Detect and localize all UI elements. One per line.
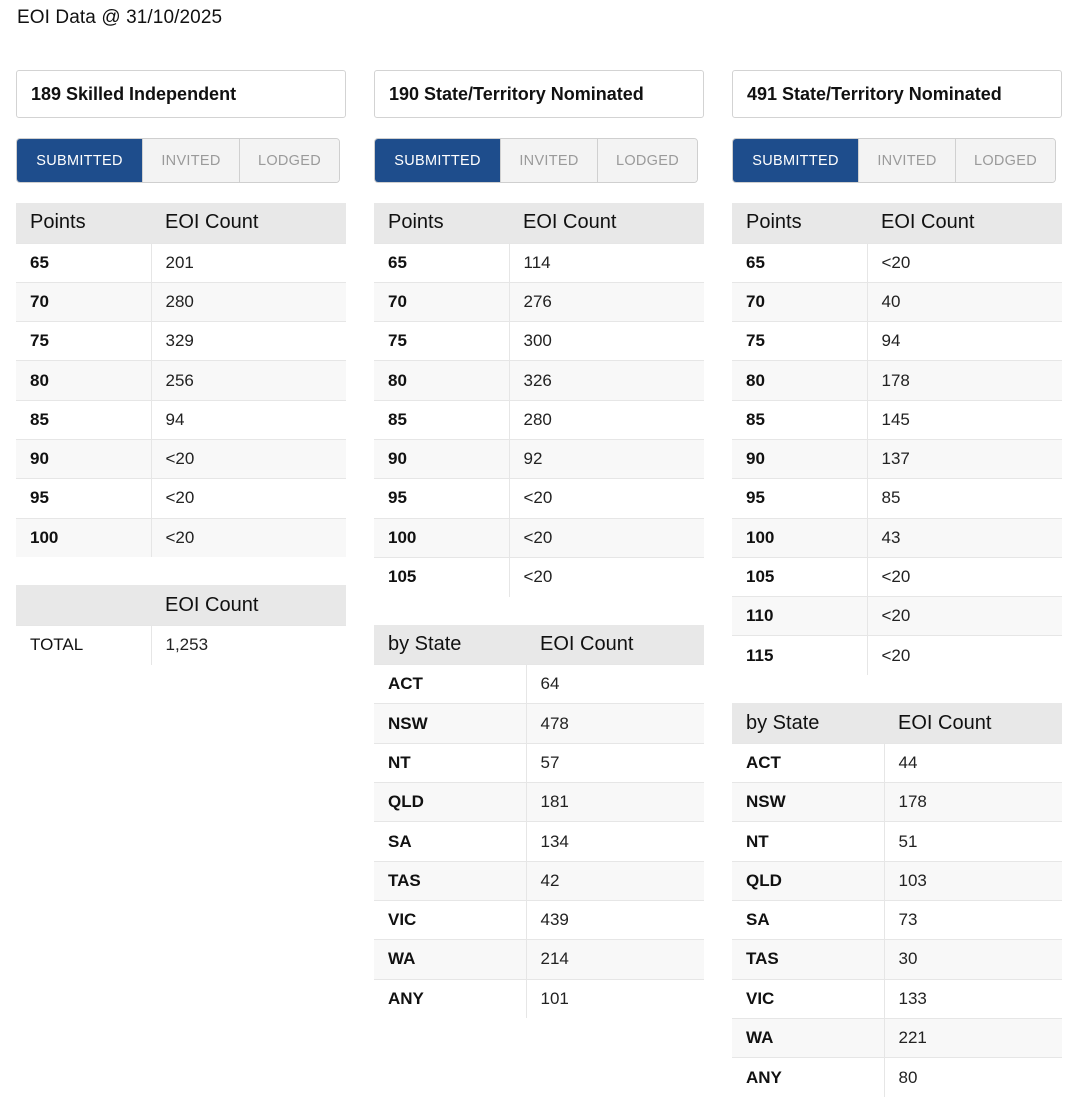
table-row [374, 282, 704, 321]
table-row [374, 900, 704, 939]
points-cell: 70 [374, 282, 509, 321]
count-cell: 178 [867, 361, 1062, 400]
table-row [374, 439, 704, 478]
table-row [374, 940, 704, 979]
count-cell: 44 [884, 743, 1062, 782]
count-cell: <20 [867, 243, 1062, 282]
total-row [16, 625, 346, 664]
points-cell: 85 [374, 400, 509, 439]
points-cell: 80 [732, 361, 867, 400]
table-row [374, 743, 704, 782]
count-cell: 73 [884, 900, 1062, 939]
points-cell: 85 [16, 400, 151, 439]
eoi-count-header: EOI Count [509, 203, 704, 243]
total-label-header [16, 585, 151, 625]
table-row [732, 783, 1062, 822]
table-row [374, 665, 704, 704]
count-cell: 214 [526, 940, 704, 979]
count-cell: 133 [884, 979, 1062, 1018]
table-row [16, 518, 346, 557]
tab-invited[interactable]: INVITED [859, 139, 956, 182]
count-cell: 145 [867, 400, 1062, 439]
points-header: Points [16, 203, 151, 243]
page-title: EOI Data @ 31/10/2025 [17, 7, 223, 28]
tab-submitted[interactable]: SUBMITTED [733, 139, 859, 182]
state-cell: VIC [732, 979, 884, 1018]
table-row [16, 282, 346, 321]
state-header: by State [374, 625, 526, 665]
points-cell: 100 [16, 518, 151, 557]
table-row [374, 557, 704, 596]
state-table [732, 703, 1062, 1097]
eoi-count-header: EOI Count [151, 585, 346, 625]
table-row [732, 822, 1062, 861]
count-cell: 137 [867, 439, 1062, 478]
points-cell: 90 [16, 439, 151, 478]
points-cell: 75 [374, 322, 509, 361]
visa-selector[interactable]: 190 State/Territory Nominated [374, 70, 704, 118]
state-cell: VIC [374, 900, 526, 939]
eoi-count-header: EOI Count [526, 625, 704, 665]
state-cell: WA [374, 940, 526, 979]
table-row [374, 322, 704, 361]
table-row [16, 361, 346, 400]
total-label: TOTAL [16, 625, 151, 664]
visa-selector[interactable]: 491 State/Territory Nominated [732, 70, 1062, 118]
count-cell: 94 [151, 400, 346, 439]
total-table [16, 585, 346, 664]
tab-submitted[interactable]: SUBMITTED [375, 139, 501, 182]
table-row [16, 400, 346, 439]
tab-invited[interactable]: INVITED [501, 139, 598, 182]
tab-lodged[interactable]: LODGED [598, 139, 697, 182]
count-cell: 92 [509, 439, 704, 478]
points-table [732, 203, 1062, 675]
count-cell: <20 [867, 557, 1062, 596]
points-cell: 95 [732, 479, 867, 518]
state-cell: NT [732, 822, 884, 861]
count-cell: 276 [509, 282, 704, 321]
points-table [16, 203, 346, 557]
points-cell: 100 [374, 518, 509, 557]
table-row [732, 940, 1062, 979]
table-row [732, 1018, 1062, 1057]
points-cell: 105 [732, 557, 867, 596]
count-cell: 439 [526, 900, 704, 939]
count-cell: 326 [509, 361, 704, 400]
count-cell: 256 [151, 361, 346, 400]
visa-column-189 [16, 70, 346, 665]
count-cell: 134 [526, 822, 704, 861]
count-cell: 40 [867, 282, 1062, 321]
state-cell: TAS [732, 940, 884, 979]
count-cell: <20 [509, 479, 704, 518]
table-row [16, 322, 346, 361]
points-cell: 70 [16, 282, 151, 321]
state-header: by State [732, 703, 884, 743]
count-cell: <20 [151, 518, 346, 557]
count-cell: 57 [526, 743, 704, 782]
table-row [374, 822, 704, 861]
points-cell: 100 [732, 518, 867, 557]
state-cell: TAS [374, 861, 526, 900]
table-row [732, 322, 1062, 361]
state-cell: QLD [732, 861, 884, 900]
state-cell: ACT [374, 665, 526, 704]
points-cell: 65 [374, 243, 509, 282]
count-cell: <20 [509, 518, 704, 557]
table-row [732, 636, 1062, 675]
table-row [732, 439, 1062, 478]
table-row [732, 518, 1062, 557]
eoi-count-header: EOI Count [867, 203, 1062, 243]
state-cell: NSW [374, 704, 526, 743]
count-cell: 280 [151, 282, 346, 321]
count-cell: 478 [526, 704, 704, 743]
table-row [374, 361, 704, 400]
visa-column-491 [732, 70, 1062, 1097]
points-cell: 65 [16, 243, 151, 282]
table-row [732, 861, 1062, 900]
count-cell: 64 [526, 665, 704, 704]
count-cell: <20 [151, 439, 346, 478]
points-cell: 115 [732, 636, 867, 675]
table-row [374, 479, 704, 518]
table-row [732, 979, 1062, 1018]
count-cell: 94 [867, 322, 1062, 361]
count-cell: <20 [151, 479, 346, 518]
state-cell: NSW [732, 783, 884, 822]
points-cell: 85 [732, 400, 867, 439]
table-row [374, 518, 704, 557]
eoi-count-header: EOI Count [151, 203, 346, 243]
points-cell: 70 [732, 282, 867, 321]
count-cell: 300 [509, 322, 704, 361]
state-cell: SA [374, 822, 526, 861]
state-cell: WA [732, 1018, 884, 1057]
table-row [732, 479, 1062, 518]
count-cell: 101 [526, 979, 704, 1018]
points-header: Points [374, 203, 509, 243]
table-row [374, 704, 704, 743]
count-cell: 30 [884, 940, 1062, 979]
points-table [374, 203, 704, 597]
state-cell: ACT [732, 743, 884, 782]
state-cell: ANY [374, 979, 526, 1018]
state-table [374, 625, 704, 1019]
state-cell: SA [732, 900, 884, 939]
count-cell: 114 [509, 243, 704, 282]
table-row [732, 243, 1062, 282]
count-cell: 51 [884, 822, 1062, 861]
state-cell: ANY [732, 1058, 884, 1097]
table-row [16, 479, 346, 518]
state-cell: QLD [374, 783, 526, 822]
count-cell: 42 [526, 861, 704, 900]
count-cell: 181 [526, 783, 704, 822]
points-cell: 95 [16, 479, 151, 518]
tab-invited[interactable]: INVITED [143, 139, 240, 182]
count-cell: 221 [884, 1018, 1062, 1057]
points-cell: 75 [16, 322, 151, 361]
tab-lodged[interactable]: LODGED [956, 139, 1055, 182]
table-row [732, 900, 1062, 939]
table-row [374, 783, 704, 822]
table-row [374, 400, 704, 439]
eoi-count-header: EOI Count [884, 703, 1062, 743]
count-cell: 80 [884, 1058, 1062, 1097]
count-cell: 329 [151, 322, 346, 361]
status-tabs [16, 138, 340, 183]
table-row [732, 743, 1062, 782]
points-cell: 80 [16, 361, 151, 400]
count-cell: <20 [867, 636, 1062, 675]
visa-selector[interactable]: 189 Skilled Independent [16, 70, 346, 118]
total-value: 1,253 [151, 625, 346, 664]
tab-submitted[interactable]: SUBMITTED [17, 139, 143, 182]
points-cell: 105 [374, 557, 509, 596]
count-cell: 178 [884, 783, 1062, 822]
count-cell: 85 [867, 479, 1062, 518]
count-cell: 201 [151, 243, 346, 282]
points-cell: 90 [732, 439, 867, 478]
table-row [732, 400, 1062, 439]
table-row [374, 979, 704, 1018]
points-cell: 80 [374, 361, 509, 400]
table-row [374, 861, 704, 900]
status-tabs [374, 138, 698, 183]
count-cell: 280 [509, 400, 704, 439]
points-header: Points [732, 203, 867, 243]
table-row [732, 361, 1062, 400]
tab-lodged[interactable]: LODGED [240, 139, 339, 182]
table-row [16, 243, 346, 282]
table-row [374, 243, 704, 282]
status-tabs [732, 138, 1056, 183]
table-row [732, 1058, 1062, 1097]
table-row [732, 557, 1062, 596]
points-cell: 95 [374, 479, 509, 518]
table-row [732, 282, 1062, 321]
count-cell: 43 [867, 518, 1062, 557]
points-cell: 110 [732, 597, 867, 636]
count-cell: <20 [867, 597, 1062, 636]
points-cell: 65 [732, 243, 867, 282]
count-cell: <20 [509, 557, 704, 596]
visa-column-190 [374, 70, 704, 1018]
table-row [16, 439, 346, 478]
points-cell: 75 [732, 322, 867, 361]
table-row [732, 597, 1062, 636]
points-cell: 90 [374, 439, 509, 478]
count-cell: 103 [884, 861, 1062, 900]
state-cell: NT [374, 743, 526, 782]
